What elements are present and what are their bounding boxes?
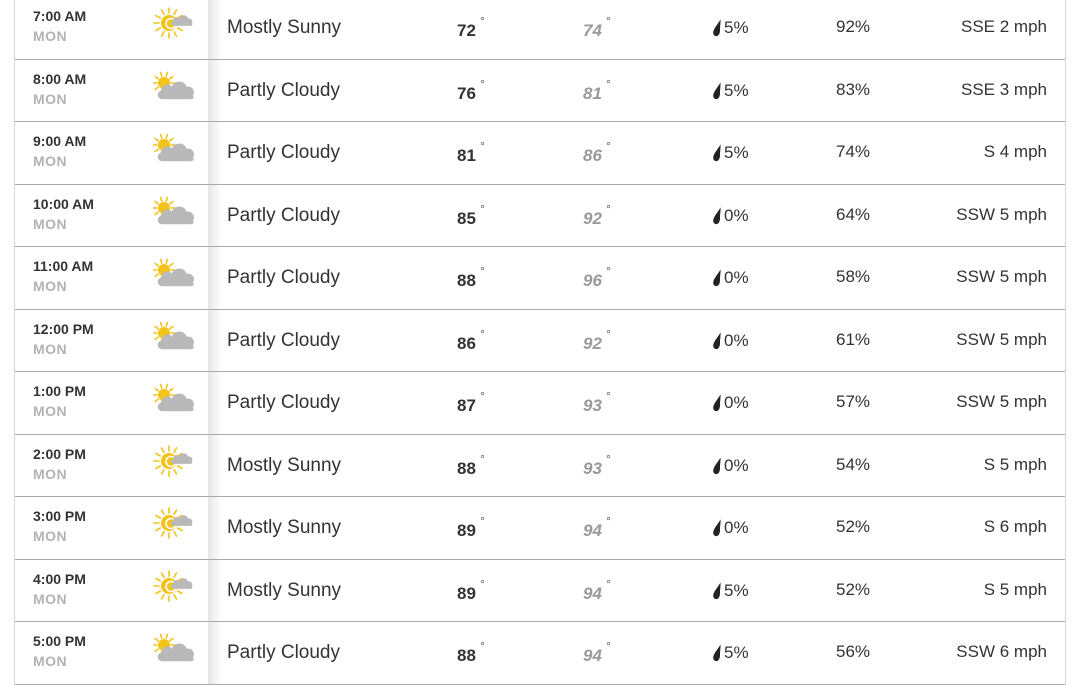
- wind: SSE 3 mph: [961, 79, 1047, 99]
- forecast-row[interactable]: [15, 122, 1065, 185]
- humidity: 64%: [836, 204, 871, 224]
- feels-like-temperature: 93 °: [583, 389, 611, 415]
- wind: S 4 mph: [983, 142, 1047, 161]
- time-cell: [15, 560, 208, 622]
- column-divider-shadow: [208, 60, 222, 122]
- feels-like-temperature: 92 °: [583, 201, 611, 228]
- precipitation: [712, 268, 749, 288]
- forecast-row[interactable]: [15, 622, 1065, 685]
- time-cell: [15, 622, 208, 684]
- temperature: 81 °: [457, 139, 485, 165]
- time-cell: [15, 247, 208, 309]
- precipitation: [712, 643, 749, 663]
- hour-label: 7:00 AM: [33, 8, 87, 24]
- feels-like-temperature: 94 °: [583, 514, 611, 540]
- condition-text: Mostly Sunny: [227, 579, 342, 601]
- humidity: 52%: [836, 517, 871, 536]
- degree-mark: °: [606, 264, 611, 278]
- day-label: MON: [33, 653, 68, 669]
- degree-mark: °: [606, 76, 611, 91]
- forecast-row[interactable]: [15, 247, 1065, 310]
- wind: S 5 mph: [983, 579, 1047, 599]
- forecast-row[interactable]: [15, 435, 1065, 498]
- condition-text: Partly Cloudy: [227, 79, 340, 101]
- forecast-row[interactable]: [15, 185, 1065, 248]
- precipitation-value: 0%: [724, 268, 749, 287]
- partly-cloudy-icon: [153, 320, 197, 356]
- precipitation-value: 0%: [724, 393, 749, 412]
- raindrop-icon: [712, 144, 722, 162]
- wind: SSW 5 mph: [956, 204, 1047, 224]
- precipitation-value: 0%: [724, 330, 749, 350]
- day-label: MON: [33, 153, 68, 169]
- degree-mark: °: [480, 14, 485, 28]
- forecast-row[interactable]: [15, 60, 1065, 123]
- forecast-row[interactable]: [15, 0, 1065, 60]
- precipitation-value: 5%: [724, 143, 749, 162]
- column-divider-shadow: [208, 497, 222, 559]
- precipitation-value: 5%: [724, 18, 749, 37]
- degree-mark: °: [480, 201, 485, 216]
- raindrop-icon: [712, 519, 722, 537]
- precipitation: [712, 581, 749, 601]
- raindrop-icon: [712, 644, 722, 662]
- raindrop-icon: [712, 457, 722, 475]
- hour-label: 5:00 PM: [33, 633, 86, 649]
- precipitation: [712, 331, 749, 351]
- precipitation-value: 0%: [724, 455, 749, 475]
- condition-text: Partly Cloudy: [227, 142, 340, 163]
- temperature: 72 °: [457, 14, 485, 40]
- degree-mark: °: [606, 139, 611, 153]
- column-divider-shadow: [208, 560, 222, 622]
- degree-mark: °: [480, 451, 485, 466]
- time-cell: [15, 435, 208, 497]
- degree-mark: °: [480, 76, 485, 91]
- precipitation: [712, 143, 749, 163]
- forecast-row[interactable]: [15, 560, 1065, 623]
- day-label: MON: [33, 403, 68, 419]
- mostly-sunny-icon: [153, 570, 197, 606]
- condition-text: Mostly Sunny: [227, 454, 342, 476]
- condition-text: Partly Cloudy: [227, 204, 340, 226]
- temperature: 76 °: [457, 76, 485, 103]
- temperature: 87 °: [457, 389, 485, 415]
- hour-label: 9:00 AM: [33, 133, 87, 149]
- precipitation-value: 5%: [724, 580, 749, 600]
- forecast-row[interactable]: [15, 372, 1065, 435]
- condition-text: Partly Cloudy: [227, 392, 340, 413]
- humidity: 57%: [836, 392, 871, 411]
- precipitation-value: 0%: [724, 518, 749, 537]
- precipitation: [712, 456, 749, 476]
- column-divider-shadow: [208, 0, 222, 59]
- column-divider-shadow: [208, 122, 222, 184]
- condition-text: Partly Cloudy: [227, 329, 340, 351]
- partly-cloudy-icon: [153, 382, 197, 418]
- partly-cloudy-icon: [153, 257, 197, 293]
- raindrop-icon: [712, 582, 722, 600]
- day-label: MON: [33, 590, 68, 607]
- mostly-sunny-icon: [153, 445, 197, 481]
- humidity: 58%: [836, 267, 871, 286]
- degree-mark: °: [606, 14, 611, 28]
- partly-cloudy-icon: [153, 195, 197, 231]
- hour-label: 1:00 PM: [33, 383, 86, 399]
- degree-mark: °: [480, 389, 485, 403]
- condition-text: Partly Cloudy: [227, 267, 340, 288]
- raindrop-icon: [712, 19, 722, 37]
- temperature: 89 °: [457, 576, 485, 603]
- time-cell: [15, 185, 208, 247]
- humidity: 83%: [836, 79, 871, 99]
- wind: S 6 mph: [983, 517, 1047, 536]
- precipitation: [712, 81, 749, 101]
- column-divider-shadow: [208, 622, 222, 684]
- column-divider-shadow: [208, 185, 222, 247]
- column-divider-shadow: [208, 372, 222, 434]
- condition-text: Partly Cloudy: [227, 642, 340, 663]
- condition-text: Mostly Sunny: [227, 17, 342, 38]
- raindrop-icon: [712, 332, 722, 350]
- temperature: 88 °: [457, 639, 485, 665]
- feels-like-temperature: 94 °: [583, 576, 611, 603]
- mostly-sunny-icon: [153, 7, 197, 43]
- degree-mark: °: [606, 201, 611, 216]
- degree-mark: °: [480, 514, 485, 528]
- day-label: MON: [33, 465, 68, 482]
- degree-mark: °: [480, 264, 485, 278]
- precipitation: [712, 18, 749, 38]
- precipitation: [712, 393, 749, 413]
- partly-cloudy-icon: [153, 632, 197, 668]
- humidity: 61%: [836, 329, 871, 349]
- forecast-row[interactable]: [15, 497, 1065, 560]
- humidity: 54%: [836, 454, 871, 474]
- feels-like-temperature: 86 °: [583, 139, 611, 165]
- temperature: 86 °: [457, 326, 485, 353]
- temperature: 85 °: [457, 201, 485, 228]
- temperature: 89 °: [457, 514, 485, 540]
- wind: SSE 2 mph: [961, 17, 1047, 36]
- hour-label: 8:00 AM: [33, 70, 87, 87]
- day-label: MON: [33, 28, 68, 44]
- time-cell: [15, 310, 208, 372]
- feels-like-temperature: 93 °: [583, 451, 611, 478]
- time-cell: [15, 122, 208, 184]
- day-label: MON: [33, 278, 68, 294]
- humidity: 52%: [836, 579, 871, 599]
- feels-like-temperature: 74 °: [583, 14, 611, 40]
- forecast-row[interactable]: [15, 310, 1065, 373]
- precipitation: [712, 206, 749, 226]
- degree-mark: °: [606, 639, 611, 653]
- degree-mark: °: [480, 639, 485, 653]
- precipitation: [712, 518, 749, 538]
- wind: S 5 mph: [983, 454, 1047, 474]
- wind: SSW 5 mph: [956, 329, 1047, 349]
- feels-like-temperature: 94 °: [583, 639, 611, 665]
- temperature: 88 °: [457, 451, 485, 478]
- degree-mark: °: [480, 139, 485, 153]
- day-label: MON: [33, 528, 68, 544]
- hourly-forecast-table: [14, 0, 1066, 685]
- raindrop-icon: [712, 269, 722, 287]
- time-cell: [15, 372, 208, 434]
- feels-like-temperature: 92 °: [583, 326, 611, 353]
- degree-mark: °: [606, 389, 611, 403]
- precipitation-value: 5%: [724, 643, 749, 662]
- wind: SSW 5 mph: [956, 392, 1047, 411]
- column-divider-shadow: [208, 310, 222, 372]
- hour-label: 10:00 AM: [33, 195, 94, 212]
- degree-mark: °: [606, 514, 611, 528]
- raindrop-icon: [712, 394, 722, 412]
- humidity: 92%: [836, 17, 871, 36]
- degree-mark: °: [606, 576, 611, 591]
- time-cell: [15, 0, 208, 59]
- day-label: MON: [33, 90, 68, 107]
- condition-text: Mostly Sunny: [227, 517, 342, 538]
- day-label: MON: [33, 340, 68, 357]
- raindrop-icon: [712, 207, 722, 225]
- degree-mark: °: [606, 326, 611, 341]
- hour-label: 11:00 AM: [33, 258, 94, 274]
- column-divider-shadow: [208, 435, 222, 497]
- wind: SSW 5 mph: [956, 267, 1047, 286]
- degree-mark: °: [606, 451, 611, 466]
- mostly-sunny-icon: [153, 507, 197, 543]
- humidity: 56%: [836, 642, 871, 661]
- hour-label: 2:00 PM: [33, 445, 86, 462]
- day-label: MON: [33, 215, 68, 232]
- time-cell: [15, 497, 208, 559]
- time-cell: [15, 60, 208, 122]
- partly-cloudy-icon: [153, 70, 197, 106]
- wind: SSW 6 mph: [956, 642, 1047, 661]
- degree-mark: °: [480, 326, 485, 341]
- hour-label: 3:00 PM: [33, 508, 86, 524]
- humidity: 74%: [836, 142, 871, 161]
- column-divider-shadow: [208, 247, 222, 309]
- degree-mark: °: [480, 576, 485, 591]
- temperature: 88 °: [457, 264, 485, 290]
- precipitation-value: 0%: [724, 205, 749, 225]
- hour-label: 12:00 PM: [33, 320, 94, 337]
- partly-cloudy-icon: [153, 132, 197, 168]
- feels-like-temperature: 81 °: [583, 76, 611, 103]
- hour-label: 4:00 PM: [33, 570, 86, 587]
- feels-like-temperature: 96 °: [583, 264, 611, 290]
- raindrop-icon: [712, 82, 722, 100]
- precipitation-value: 5%: [724, 80, 749, 100]
